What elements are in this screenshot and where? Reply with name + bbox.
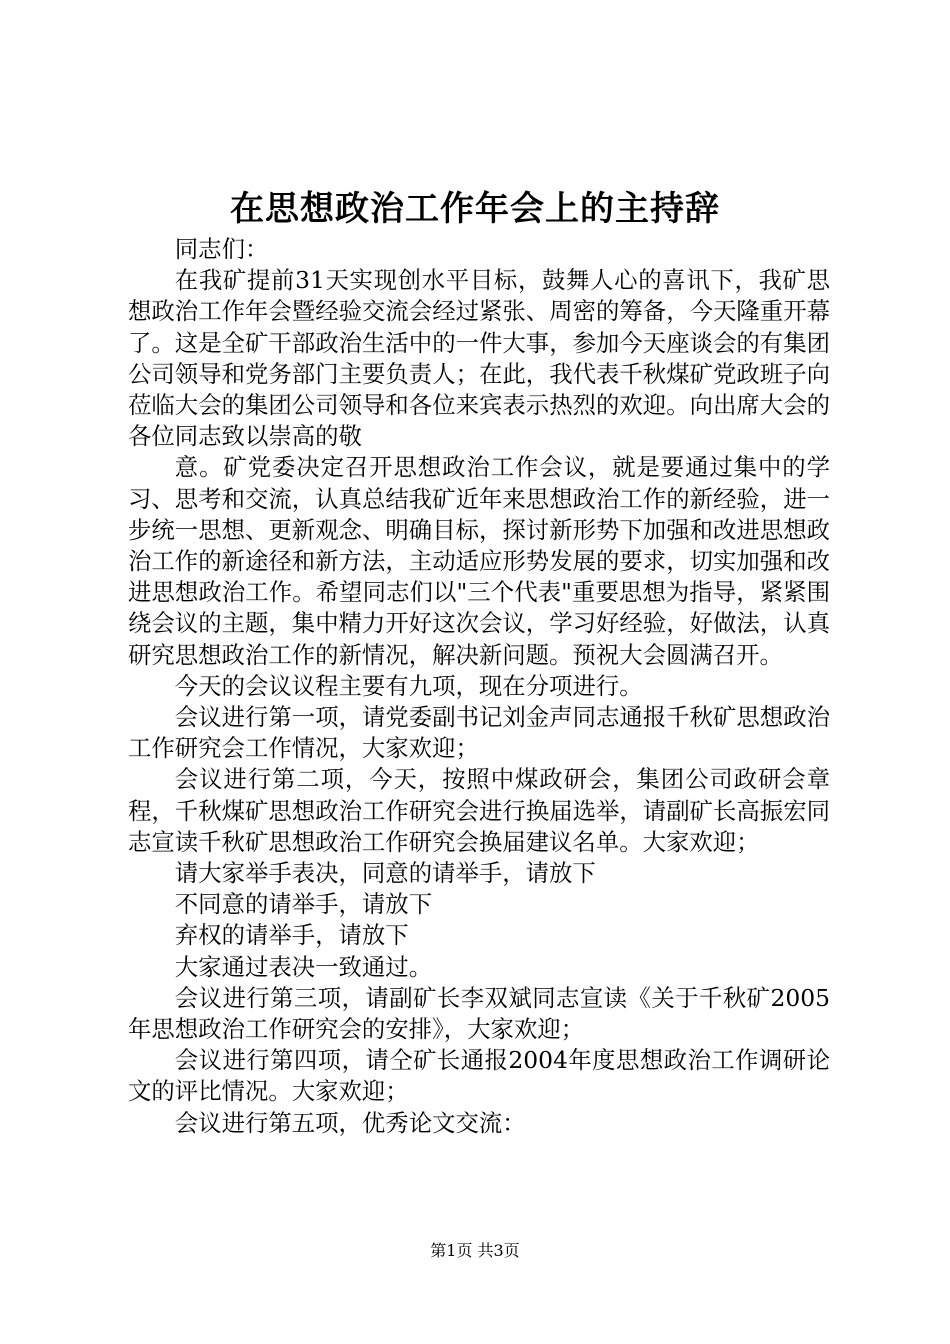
paragraph-greeting: 同志们： bbox=[174, 235, 269, 263]
paragraph: 不同意的请举手，请放下 bbox=[174, 890, 433, 919]
paragraph: 会议进行第三项，请副矿长李双斌同志宣读《关于千秋矿2005年思想政治工作研究会的安排》，大家欢迎； bbox=[128, 983, 830, 1044]
paragraph: 在我矿提前31天实现创水平目标，鼓舞人心的喜讯下，我矿思想政治工作年会暨经验交流会经过紧张、周密的筹备，今天隆重开幕了。这是全矿干部政治生活中的一件大事，参加今天座谈会的有集团公司领导和党务部门主要负责人；在此，我代表千秋煤矿党政班子向莅临大会的集团公司领导和各位来宾表示热烈的欢迎。向出席大会的各位同志致以崇高的敬 bbox=[128, 266, 830, 451]
paragraph: 请大家举手表决，同意的请举手，请放下 bbox=[174, 859, 596, 888]
paragraph: 意。矿党委决定召开思想政治工作会议，就是要通过集中的学习、思考和交流，认真总结我矿近年来思想政治工作的新经验，进一步统一思想、更新观念、明确目标，探讨新形势下加强和改进思想政治工作的新途径和新方法，主动适应形势发展的要求，切实加强和改进思想政治工作。希望同志们以"三个代表"重要思想为指导，紧紧围绕会议的主题，集中精力开好这次会议，学习好经验，好做法，认真研究思想政治工作的新情况，解决新问题。预祝大会圆满召开。 bbox=[128, 453, 830, 669]
paragraph: 弃权的请举手，请放下 bbox=[174, 921, 409, 950]
document-title: 在思想政治工作年会上的主持辞 bbox=[230, 189, 720, 229]
document-body bbox=[128, 234, 830, 1139]
paragraph: 会议进行第四项，请仝矿长通报2004年度思想政治工作调研论文的评比情况。大家欢迎； bbox=[128, 1046, 830, 1106]
paragraph: 今天的会议议程主要有九项，现在分项进行。 bbox=[174, 671, 643, 700]
page-number-footer: 第1页 共3页 bbox=[430, 1241, 520, 1260]
paragraph: 大家通过表决一致通过。 bbox=[174, 952, 433, 981]
paragraph: 会议进行第一项，请党委副书记刘金声同志通报千秋矿思想政治工作研究会工作情况，大家欢迎； bbox=[128, 703, 830, 763]
paragraph: 会议进行第五项，优秀论文交流： bbox=[174, 1108, 526, 1137]
paragraph: 会议进行第二项，今天，按照中煤政研会，集团公司政研会章程，千秋煤矿思想政治工作研究会进行换届选举，请副矿长高振宏同志宣读千秋矿思想政治工作研究会换届建议名单。大家欢迎； bbox=[128, 765, 830, 856]
